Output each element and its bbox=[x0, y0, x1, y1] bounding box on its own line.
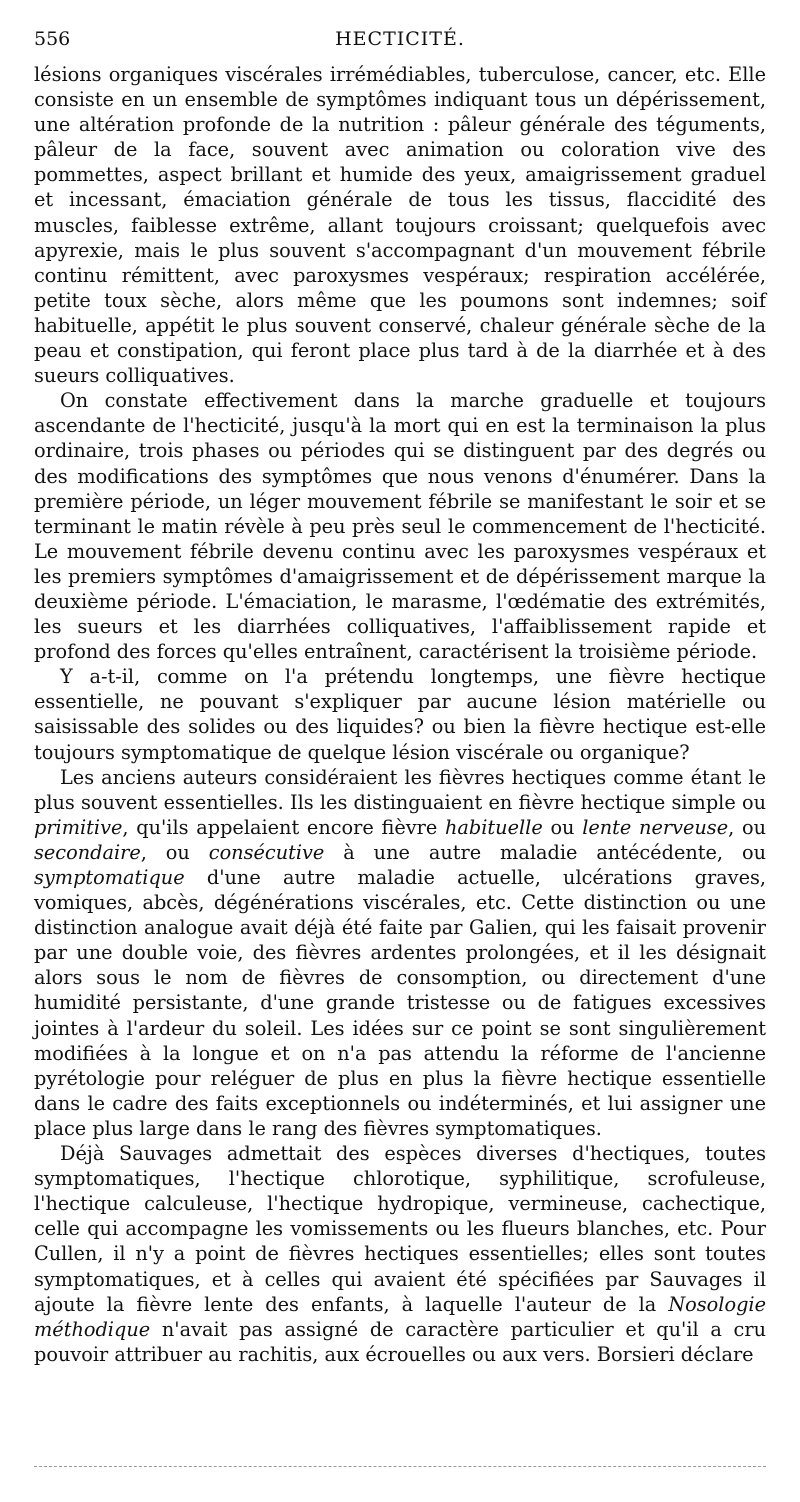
paragraph-3 bbox=[34, 664, 766, 764]
page-header bbox=[34, 28, 766, 54]
italic-term: symptomatique bbox=[34, 866, 185, 889]
text-run: d'une autre maladie actuelle, ulcérations graves, vomiques, abcès, dégénérations viscérales, etc. Cette distinction ou une distinction analogue avait déjà été faite par Galien, qui les faisait provenir par une double voie, des fièvres ardentes prolongées, et il les désignait alors sous le nom de fièvres de consomption, ou directement d'une humidité persistante, d'une grande tristesse ou de fatigues excessives jointes à l'ardeur du soleil. Les idées sur ce point se sont singulièrement modifiées à la longue et on n'a pas attendu la réforme de l'ancienne pyrétologie pour reléguer de plus en plus la fièvre hectique essentielle dans le cadre des faits exceptionnels ou indéterminés, et lui assigner une place plus large dans le rang des fièvres symptomatiques. bbox=[34, 866, 766, 1140]
page-number: 556 bbox=[34, 28, 71, 50]
text-run: On constate effectivement dans la marche graduelle et toujours ascendante de l'hecticité, jusqu'à la mort qui en est la terminaison la plus ordinaire, trois phases ou périodes qui se distinguent par des degrés ou des modifications des symptômes que nous venons d'énumérer. Dans la première période, un léger mouvement fébrile se manifestant le soir et se terminant le matin révèle à peu près seul le commencement de l'hecticité. Le mouvement fébrile devenu continu avec les paroxysmes vespéraux et les premiers symptômes d'amaigrissement et de dépérissement marque la deuxième période. L'émaciation, le marasme, l'œdématie des extrémités, les sueurs et les diarrhées colliquatives, l'affaiblissement rapide et profond des forces qu'elles entraînent, caractérisent la troisième période. bbox=[34, 389, 766, 664]
italic-term: primitive bbox=[34, 815, 123, 839]
italic-term: consécutive bbox=[208, 840, 325, 864]
text-run: , ou bbox=[140, 840, 209, 864]
text-run: , ou bbox=[728, 815, 766, 839]
text-run: Les anciens auteurs considéraient les fièvres hectiques comme étant le plus souvent essentielles. Ils les distinguaient en fièvre hectique simple ou bbox=[34, 765, 766, 814]
running-title: HECTICITÉ. bbox=[335, 28, 465, 50]
italic-term: lente nerveuse bbox=[582, 815, 729, 839]
paragraph-2 bbox=[34, 388, 766, 664]
paragraph-5 bbox=[34, 1141, 766, 1367]
text-run: lésions organiques viscérales irrémédiables, tuberculose, cancer, etc. Elle consiste en un ensemble de symptômes indiquant tous un dépérissement, une altération profonde de la nutrition : pâleur générale des téguments, pâleur de la face, souvent avec animation ou coloration vive des pommettes, aspect brillant et humide des yeux, amaigrissement graduel et incessant, émaciation générale de tous les tissus, flaccidité des muscles, faiblesse extrême, allant toujours croissant; quelquefois avec apyrexie, mais le plus souvent s'accompagnant d'un mouvement fébrile continu rémittent, avec paroxysmes vespéraux; respiration accélérée, petite toux sèche, alors même que les poumons sont indemnes; soif habituelle, appétit le plus souvent conservé, chaleur générale sèche de la peau et constipation, qui feront place plus tard à de la diarrhée et à des sueurs colliquatives. bbox=[34, 63, 766, 388]
text-run: ou bbox=[542, 815, 583, 839]
text-run: , qu'ils appelaient encore fièvre bbox=[122, 815, 445, 839]
text-run: à une autre maladie antécédente, ou bbox=[324, 840, 766, 864]
text-run: Déjà Sauvages admettait des espèces diverses d'hectiques, toutes symptomatiques, l'hectique chlorotique, syphilitique, scrofuleuse, l'hectique calculeuse, l'hectique hydropique, vermineuse, cachectique, celle qui accompagne les vomissements ou les flueurs blanches, etc. Pour Cullen, il n'y a point de fièvres hectiques essentielles; elles sont toutes symptomatiques, et à celles qui avaient été spécifiées par Sauvages il ajoute la fièvre lente des enfants, à laquelle l'auteur de la bbox=[34, 1142, 766, 1316]
italic-term: Nosologie méthodique bbox=[34, 1292, 766, 1341]
footer-rule bbox=[34, 1466, 766, 1467]
text-run: Y a-t-il, comme on l'a prétendu longtemps, une fièvre hectique essentielle, ne pouvant s'expliquer par aucune lésion matérielle ou saisissable des solides ou des liquides? ou bien la fièvre hectique est-elle toujours symptomatique de quelque lésion viscérale ou organique? bbox=[34, 665, 766, 764]
text-run: n'avait pas assigné de caractère particulier et qu'il a cru pouvoir attribuer au rachitis, aux écrouelles ou aux vers. Borsieri déclare bbox=[34, 1317, 766, 1366]
italic-term: habituelle bbox=[445, 815, 543, 839]
italic-term: secondaire bbox=[34, 840, 141, 864]
body-text bbox=[34, 62, 766, 1367]
paragraph-1 bbox=[34, 62, 766, 388]
paragraph-4 bbox=[34, 765, 766, 1141]
